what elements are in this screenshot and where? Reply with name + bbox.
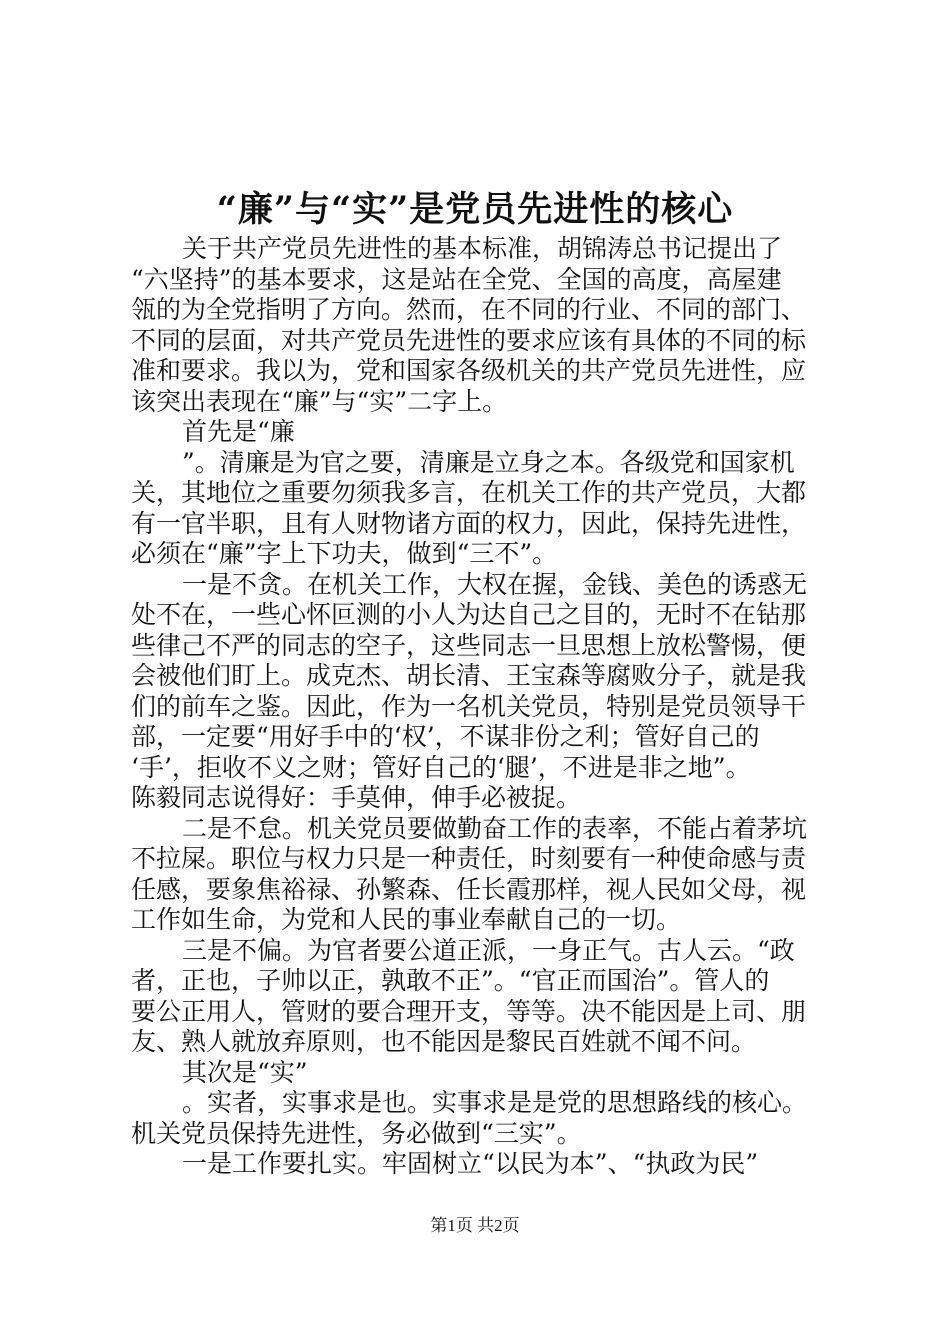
body-line: 三是不偏。为官者要公道正派，一身正气。古人云。“政 [182,935,795,965]
body-line: 首先是“廉 [182,417,295,446]
body-line: 。实者，实事求是也。实事求是是党的思想路线的核心。 [182,1088,808,1117]
body-line: 们的前车之鉴。因此，作为一名机关党员，特别是党员领导干 [131,691,807,721]
body-line: ”。清廉是为官之要，清廉是立身之本。各级党和国家机 [182,447,795,477]
body-line: 二是不怠。机关党员要做勤奋工作的表率，不能占着茅坑 [182,813,808,843]
body-line: 一是工作要扎实。牢固树立“以民为本”、“执政为民” [182,1149,759,1178]
body-line: 处不在，一些心怀叵测的小人为达自己之目的，无时不在钻那 [131,600,807,629]
body-line: 机关党员保持先进性，务必做到“三实”。 [131,1118,582,1148]
body-line: 其次是“实” [182,1057,308,1087]
body-line: 陈毅同志说得好：手莫伸，伸手必被捉。 [131,783,582,812]
body-line: 不同的层面，对共产党员先进性的要求应该有具体的不同的标 [131,325,807,355]
body-line: ‘手’，拒收不义之财；管好自己的‘腿’，不进是非之地”。 [131,752,751,782]
body-line: 关于共产党员先进性的基本标准，胡锦涛总书记提出了 [182,234,783,263]
body-line: 一是不贪。在机关工作，大权在握，金钱、美色的诱惑无 [182,569,808,599]
body-line: 不拉屎。职位与权力只是一种责任，时刻要有一种使命感与责 [131,844,807,873]
body-line: 必须在“廉”字上下功夫，做到“三不”。 [131,539,558,568]
body-line: 部，一定要“用好手中的‘权’，不谋非份之利；管好自己的 [131,722,760,751]
document-title: “廉”与“实”是党员先进性的核心 [216,189,734,230]
body-line: 会被他们盯上。成克杰、胡长清、王宝森等腐败分子，就是我 [131,661,807,690]
body-line: 者，正也，子帅以正，孰敢不正”。“官正而国治”。管人的 [131,966,770,995]
body-line: 工作如生命，为党和人民的事业奉献自己的一切。 [131,905,682,934]
body-line: “六坚持”的基本要求，这是站在全党、全国的高度，高屋建 [131,264,782,294]
page-footer: 第1页 共2页 [430,1216,520,1235]
body-line: 瓴的为全党指明了方向。然而，在不同的行业、不同的部门、 [131,295,807,324]
body-line: 要公正用人，管财的要合理开支，等等。决不能因是上司、朋 [131,996,807,1026]
body-line: 些律己不严的同志的空子，这些同志一旦思想上放松警惕，便 [131,630,807,660]
body-line: 关，其地位之重要勿须我多言，在机关工作的共产党员，大都 [131,478,807,507]
body-line: 该突出表现在“廉”与“实”二字上。 [131,386,508,416]
body-line: 友、熟人就放弃原则，也不能因是黎民百姓就不闻不问。 [131,1027,757,1056]
document-body [131,234,833,1180]
body-line: 准和要求。我以为，党和国家各级机关的共产党员先进性，应 [131,356,807,385]
body-line: 有一官半职，且有人财物诸方面的权力，因此，保持先进性， [131,508,807,538]
body-line: 任感，要象焦裕禄、孙繁森、任长霞那样，视人民如父母，视 [131,874,807,904]
